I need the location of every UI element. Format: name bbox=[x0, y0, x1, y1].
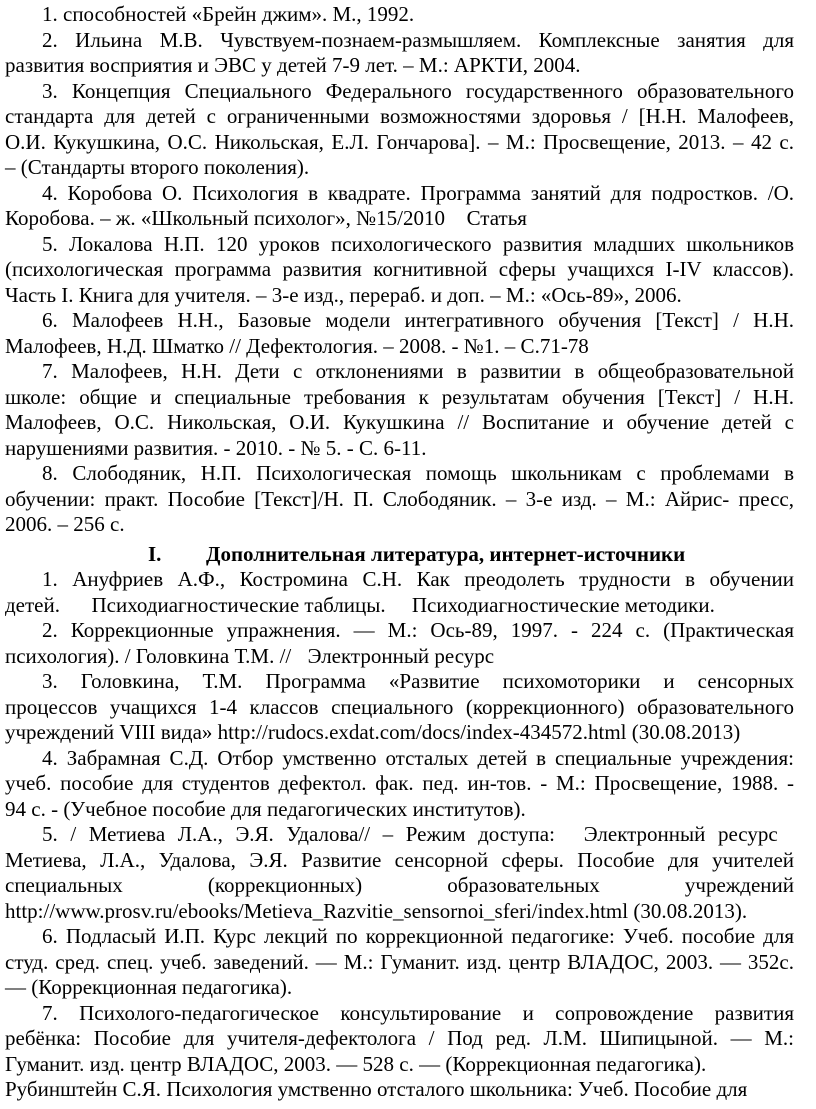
text-line: 94 с. - (Учебное пособие для педагогических институтов). bbox=[5, 796, 526, 821]
text-line: 8. Слободяник, Н.П. Психологическая помощь школьникам с проблемами в bbox=[42, 461, 794, 485]
text-line: психология). / Головкина Т.М. // Электронный ресурс bbox=[5, 643, 484, 668]
text-line: (психологическая программа развития когнитивной сферы учащихся I-IV классов). bbox=[5, 257, 794, 281]
text-line: нарушениями развития. - 2010. - № 5. - С. 6-11. bbox=[5, 435, 427, 460]
text-line: — (Коррекционная педагогика). bbox=[5, 975, 293, 999]
text-line: 1. способностей «Брейн джим». М., 1992. bbox=[42, 2, 415, 26]
text-line: учеб. пособие для студентов дефектол. фак. пед. ин-тов. - М.: Просвещение, 1988. - bbox=[5, 771, 794, 795]
text-line: 6. Малофеев Н.Н., Базовые модели интегративного обучения [Текст] / Н.Н. bbox=[42, 308, 794, 332]
text-line: 2. Коррекционные упражнения. — М.: Ось-89, 1997. - 224 с. (Практическая bbox=[42, 618, 794, 642]
text-line: 4. Забрамная С.Д. Отбор умственно отсталых детей в специальные учреждения: bbox=[42, 745, 794, 770]
text-line: студ. сред. спец. учеб. заведений. — М.: Гуманит. изд. центр ВЛАДОС, 2003. — 352с. bbox=[5, 949, 794, 974]
text-line: Часть I. Книга для учителя. – 3-е изд., перераб. и доп. – М.: «Ось-89», 2006. bbox=[5, 282, 682, 307]
text-line: 3. Концепция Специального Федерального государственного образовательного bbox=[42, 78, 794, 103]
text-line: Рубинштейн С.Я. Психология умственно отсталого школьника: Учеб. Пособие для bbox=[5, 1077, 748, 1101]
text-line: – (Стандарты второго поколения). bbox=[5, 155, 310, 179]
text-line: детей. Психодиагностические таблицы. Психодиагностические методики. bbox=[5, 592, 715, 617]
text-line: школе: общие и специальные требования к результатам обучения [Текст] / Н.Н. bbox=[5, 384, 794, 409]
text-line: 2. Ильина М.В. Чувствуем-познаем-размышляем. Комплексные занятия для bbox=[42, 27, 794, 52]
text-line: 7. Малофеев, Н.Н. Дети с отклонениями в развитии в общеобразовательной bbox=[42, 359, 794, 383]
text-line: 3. Головкина, Т.М. Программа «Развитие психомоторики и сенсорных bbox=[42, 669, 794, 693]
text-line: Коробова. – ж. «Школьный психолог», №15/2010 Статья bbox=[5, 206, 511, 230]
text-line: 6. Подласый И.П. Курс лекций по коррекционной педагогике: Учеб. пособие для bbox=[42, 924, 794, 948]
text-line: обучении: практ. Пособие [Текст]/Н. П. Слободяник. – 3-е изд. – М.: Айрис- пресс, bbox=[5, 486, 794, 511]
text-line: процессов учащихся 1-4 классов специального (коррекционного) образовательного bbox=[5, 694, 794, 719]
text-line: 7. Психолого-педагогическое консультирование и сопровождение развития bbox=[42, 1000, 794, 1025]
text-line: учреждений VIII вида» http://rudocs.exdat.com/docs/index-434572.html (30.08.2013) bbox=[5, 720, 741, 744]
text-line: стандарта для детей с ограниченными возможностями здоровья / [Н.Н. Малофеев, bbox=[5, 104, 794, 128]
text-line: развития восприятия и ЭВС у детей 7-9 лет. – М.: АРКТИ, 2004. bbox=[5, 53, 581, 77]
text-line: специальных (коррекционных) образовательных учреждений bbox=[5, 873, 794, 897]
section-heading bbox=[5, 542, 794, 568]
text-line: Гуманит. изд. центр ВЛАДОС, 2003. — 528 с. — (Коррекционная педагогика). bbox=[5, 1051, 707, 1076]
text-line: 5. Локалова Н.П. 120 уроков психологического развития младших школьников bbox=[42, 231, 794, 256]
text-line: О.И. Кукушкина, О.С. Никольская, Е.Л. Гончарова]. – М.: Просвещение, 2013. – 42 с. bbox=[5, 129, 794, 154]
text-line: Метиева, Л.А., Удалова, Э.Я. Развитие сенсорной сферы. Пособие для учителей bbox=[5, 847, 794, 872]
text-line: 2006. – 256 с. bbox=[5, 512, 125, 536]
section-number: I. bbox=[148, 541, 162, 566]
text-line: 1. Ануфриев А.Ф., Костромина С.Н. Как преодолеть трудности в обучении bbox=[42, 567, 794, 591]
text-line: ребёнка: Пособие для учителя-дефектолога / Под ред. Л.М. Шипицыной. — М.: bbox=[5, 1026, 794, 1050]
section-title: Дополнительная литература, интернет-источники bbox=[206, 541, 686, 566]
text-line: Малофеев, О.С. Никольская, О.И. Кукушкина // Воспитание и обучение детей с bbox=[5, 410, 794, 434]
text-line: Малофеев, Н.Д. Шматко // Дефектология. – 2008. - №1. – С.71-78 bbox=[5, 333, 589, 358]
text-line: 5. / Метиева Л.А., Э.Я. Удалова// – Режим доступа: Электронный ресурс bbox=[42, 822, 794, 846]
text-line: 4. Коробова О. Психология в квадрате. Программа занятий для подростков. /О. bbox=[42, 180, 794, 205]
text-line: http://www.prosv.ru/ebooks/Metieva_Razvitie_sensornoi_sferi/index.html (30.08.2013). bbox=[5, 898, 748, 923]
